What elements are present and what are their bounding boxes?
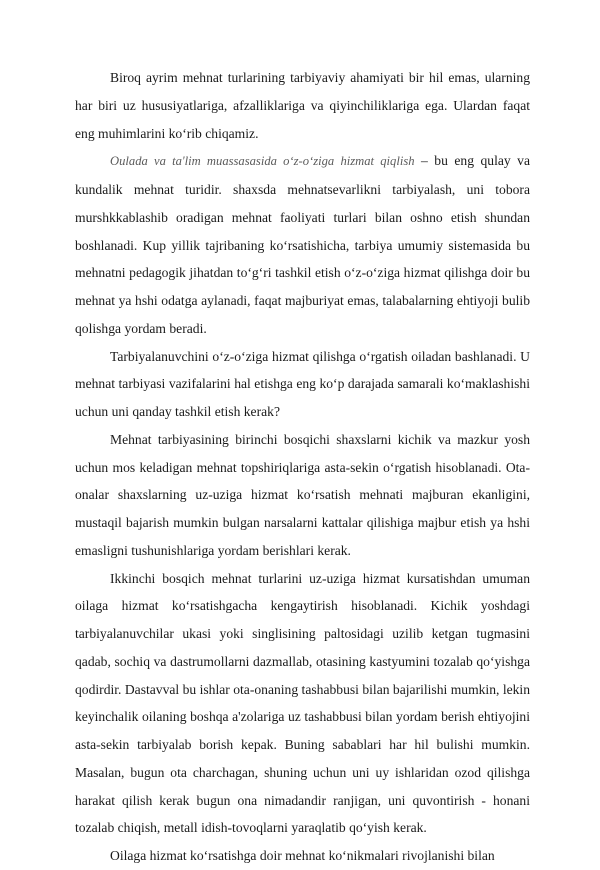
paragraph-5: Ikkinchi bosqich mehnat turlarini uz-uziga hizmat kursatishdan umuman oilaga hizmat ko‘rsatishgacha kengaytirish hisoblanadi. Kichik yoshdagi tarbiyalanuvchilar ukasi yoki singlisining paltosidagi uzilib ketgan tugmasini qadab, sochiq va dastrumollarni dazmallab, otasining kastyumini tozalab qo‘yishga qodirdir. Dastavval bu ishlar ota-onaning tashabbusi bilan bajarilishi mumkin, lekin keyinchalik oilaning boshqa a'zolariga uz tashabbusi bilan yordam berish ehtiyojini asta-sekin tarbiyalab borish kepak. Buning sabablari har hil bulishi mumkin. Masalan, bugun ota charchagan, shuning uchun uni uy ishlaridan ozod qilishga harakat qilish kerak bugun ona nimadandir ranjigan, uni quvontirish - honani tozalab chiqish, metall idish-tovoqlarni yaraqlatib qo‘yish kerak. <box>75 570 530 836</box>
paragraph-3: Tarbiyalanuvchini o‘z-o‘ziga hizmat qilishga o‘rgatish oiladan bashlanadi. U mehnat tarbiyasi vazifalarini hal etishga eng ko‘p darajada samarali ko‘maklashishi uchun uni qanday tashkil etish kerak? <box>75 348 530 419</box>
paragraph-2-rest: – bu eng qulay va kundalik mehnat turidir. shaxsda mehnatsevarlikni tarbiyalash, uni tobora murshkkablashib oradigan mehnat faoliyati turlari bilan oshno etish shundan boshlanadi. Kup yillik tajribaning ko‘rsatishicha, tarbiya umumiy sistemasida bu mehnatni pedagogik jihatdan to‘g‘ri tashkil etish o‘z-o‘ziga hizmat qilishga doir bu mehnat ya hshi odatga aylanadi, faqat majburiyat emas, talabalarning ehtiyoji bulib qolishga yordam beradi. <box>75 153 530 336</box>
body-text <box>75 64 530 870</box>
paragraph-4: Mehnat tarbiyasining birinchi bosqichi shaxslarni kichik va mazkur yosh uchun mos keladigan mehnat topshiriqlariga asta-sekin o‘rgatish hisoblanadi. Ota-onalar shaxslarning uz-uziga hizmat ko‘rsatish mehnati majburan ekanligini, mustaqil bajarish mumkin bulgan narsalarni kattalar qilishiga majbur etish ya hshi emasligni tushunishlariga yordam berishlari kerak. <box>75 431 530 558</box>
paragraph-6: Oilaga hizmat ko‘rsatishga doir mehnat ko‘nikmalari rivojlanishi bilan <box>110 848 495 863</box>
paragraph-1: Biroq ayrim mehnat turlarining tarbiyaviy ahamiyati bir hil emas, ularning har biri uz hususiyatlariga, afzalliklariga va qiyinchiliklariga ega. Ulardan faqat eng muhimlarini ko‘rib chiqamiz. <box>75 70 530 141</box>
paragraph-2 <box>75 147 530 342</box>
paragraph-2-italic-lead: Oulada va ta'lim muassasasida o‘z-o‘ziga hizmat qiqlish <box>110 154 415 169</box>
